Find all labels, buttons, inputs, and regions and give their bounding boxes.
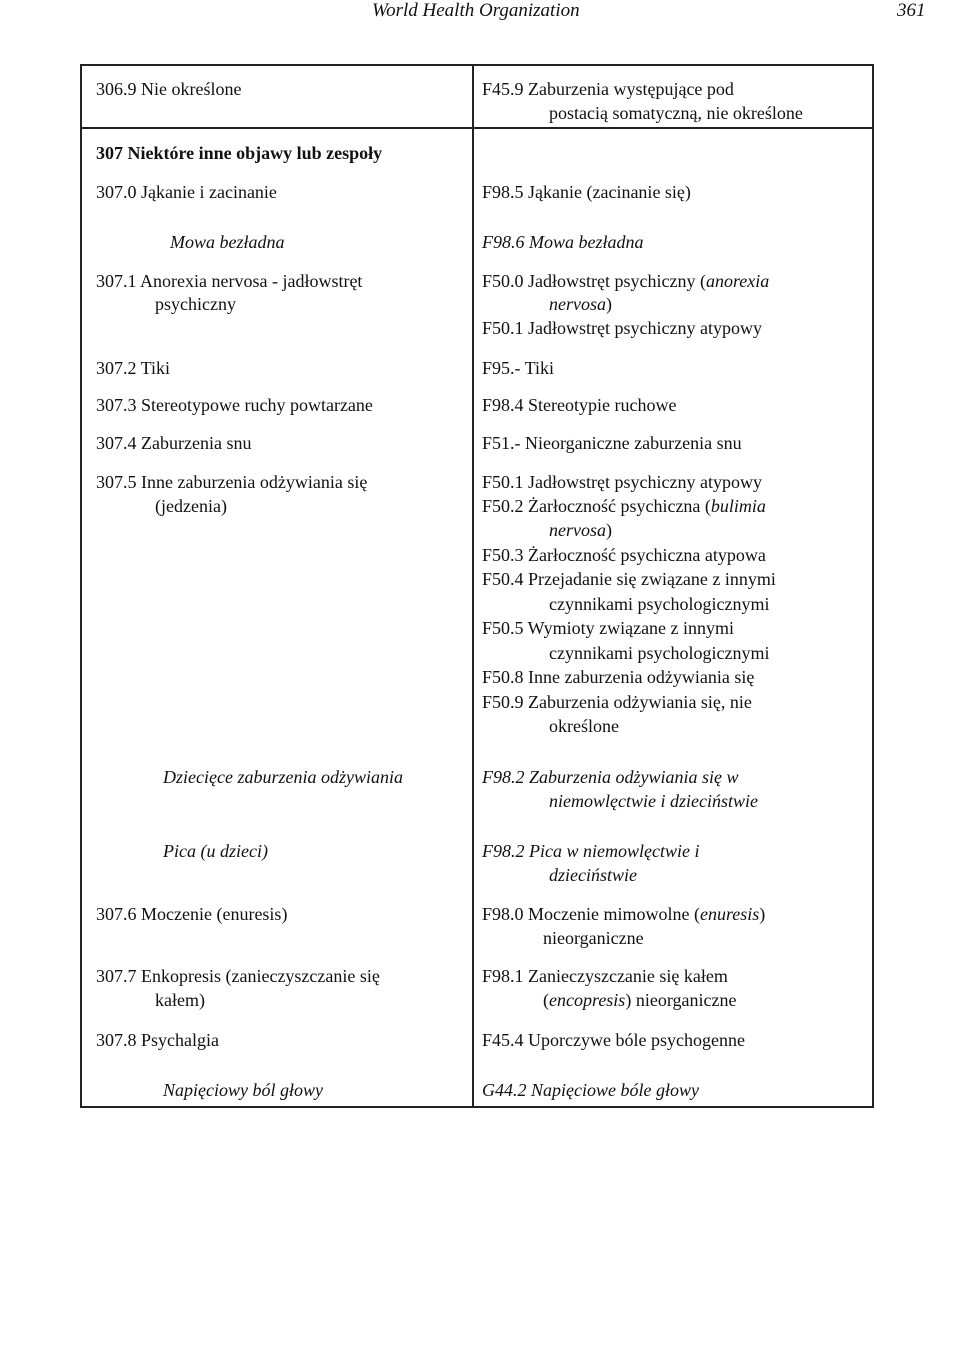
- right-cell-f50-9-line1: F50.9 Zaburzenia odżywiania się, nie: [482, 692, 752, 712]
- left-cell-307-6: 307.6 Moczenie (enuresis): [96, 904, 288, 924]
- left-cell-307-7-line1: 307.7 Enkopresis (zanieczyszczanie się: [96, 966, 380, 986]
- left-cell-307-7-line2: kałem): [155, 990, 205, 1010]
- right-cell-f50-0-line1: F50.0 Jadłowstręt psychiczny (anorexia: [482, 271, 770, 291]
- right-cell-f45-9-line2: postacią somatyczną, nie określone: [549, 103, 803, 123]
- page-number: 361: [897, 0, 926, 21]
- right-cell-f98-2-line2: niemowlęctwie i dzieciństwie: [549, 791, 758, 811]
- left-cell-307-0: 307.0 Jąkanie i zacinanie: [96, 182, 277, 202]
- running-header-title: World Health Organization: [372, 0, 580, 21]
- left-cell-napieciowy: Napięciowy ból głowy: [163, 1080, 323, 1100]
- right-cell-f98-2-pica-line1: F98.2 Pica w niemowlęctwie i: [482, 841, 700, 861]
- right-cell-f50-2-line2: nervosa): [549, 520, 612, 540]
- right-cell-f98-1-line1: F98.1 Zanieczyszczanie się kałem: [482, 966, 728, 986]
- row-divider: [80, 127, 874, 129]
- right-cell-f98-4: F98.4 Stereotypie ruchowe: [482, 395, 677, 415]
- right-cell-f98-1-line2: (encopresis) nieorganiczne: [543, 990, 737, 1010]
- right-cell-f95: F95.- Tiki: [482, 358, 555, 378]
- right-cell-f98-5: F98.5 Jąkanie (zacinanie się): [482, 182, 691, 202]
- right-cell-f51: F51.- Nieorganiczne zaburzenia snu: [482, 433, 742, 453]
- left-cell-307-8: 307.8 Psychalgia: [96, 1030, 219, 1050]
- right-cell-f98-6: F98.6 Mowa bezładna: [482, 232, 644, 252]
- right-cell-f45-4: F45.4 Uporczywe bóle psychogenne: [482, 1030, 745, 1050]
- right-cell-f98-0-line1: F98.0 Moczenie mimowolne (enuresis): [482, 904, 766, 924]
- left-cell-307-5-line2: (jedzenia): [155, 496, 227, 516]
- right-cell-f50-1b: F50.1 Jadłowstręt psychiczny atypowy: [482, 472, 762, 492]
- left-cell-dzieciece: Dziecięce zaburzenia odżywiania: [163, 767, 403, 787]
- right-cell-f98-2-line1: F98.2 Zaburzenia odżywiania się w: [482, 767, 739, 787]
- right-cell-f50-9-line2: określone: [549, 716, 619, 736]
- right-cell-f50-1: F50.1 Jadłowstręt psychiczny atypowy: [482, 318, 762, 338]
- left-cell-307-1-line2: psychiczny: [155, 294, 236, 314]
- right-cell-f45-9-line1: F45.9 Zaburzenia występujące pod: [482, 79, 734, 99]
- left-cell-307-3: 307.3 Stereotypowe ruchy powtarzane: [96, 395, 373, 415]
- right-cell-f50-4-line1: F50.4 Przejadanie się związane z innymi: [482, 569, 776, 589]
- left-cell-306-9: 306.9 Nie określone: [96, 79, 242, 99]
- right-cell-f98-2-pica-line2: dzieciństwie: [549, 865, 637, 885]
- right-cell-f50-5-line2: czynnikami psychologicznymi: [549, 643, 770, 663]
- left-cell-mowa-bezladna: Mowa bezładna: [170, 232, 285, 252]
- left-cell-307-5-line1: 307.5 Inne zaburzenia odżywiania się: [96, 472, 368, 492]
- left-cell-307-1-line1: 307.1 Anorexia nervosa - jadłowstręt: [96, 271, 363, 291]
- left-cell-307-2: 307.2 Tiki: [96, 358, 171, 378]
- right-cell-f50-4-line2: czynnikami psychologicznymi: [549, 594, 770, 614]
- right-cell-f50-5-line1: F50.5 Wymioty związane z innymi: [482, 618, 735, 638]
- left-cell-pica: Pica (u dzieci): [163, 841, 268, 861]
- section-heading-307: 307 Niektóre inne objawy lub zespoły: [96, 143, 383, 163]
- column-divider: [472, 64, 474, 1108]
- right-cell-f50-0-line2: nervosa): [549, 294, 612, 314]
- left-cell-307-4: 307.4 Zaburzenia snu: [96, 433, 252, 453]
- right-cell-f50-3: F50.3 Żarłoczność psychiczna atypowa: [482, 545, 766, 565]
- right-cell-g44-2: G44.2 Napięciowe bóle głowy: [482, 1080, 699, 1100]
- right-cell-f50-2-line1: F50.2 Żarłoczność psychiczna (bulimia: [482, 496, 766, 516]
- right-cell-f98-0-line2: nieorganiczne: [543, 928, 644, 948]
- right-cell-f50-8: F50.8 Inne zaburzenia odżywiania się: [482, 667, 755, 687]
